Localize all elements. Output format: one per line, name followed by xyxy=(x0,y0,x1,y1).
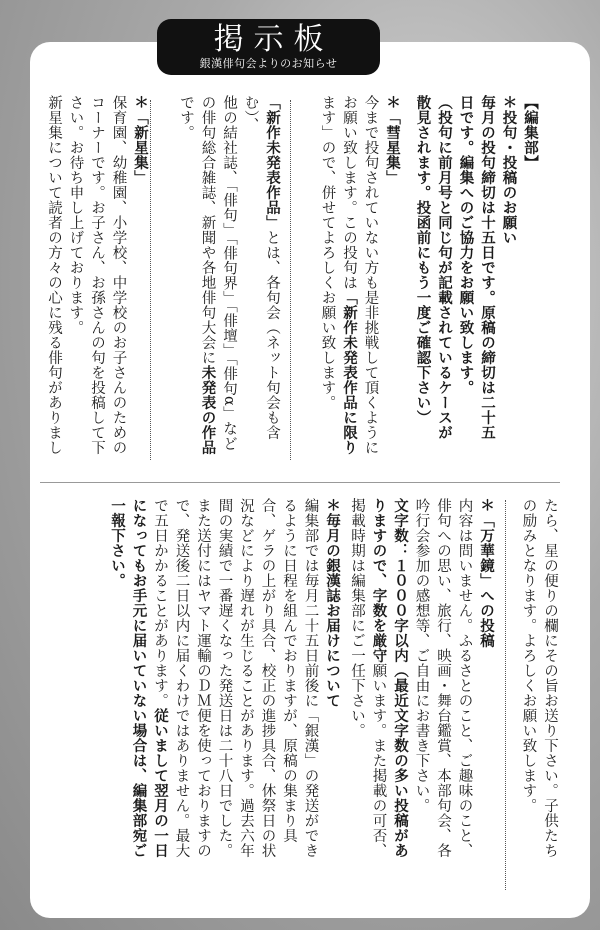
mangekyo-line-1: 内容は問いません。ふるさとのこと、ご趣味のこと、 xyxy=(456,498,473,858)
ginkan-line-3: 合、ゲラの上がり具合、校正の進捗具合、休祭日の状 xyxy=(259,498,276,858)
shinseishu-section xyxy=(43,95,151,475)
shinsei-cont-line-1: たら、星の便りの欄にその旨お送り下さい。子供たち xyxy=(542,498,558,858)
page-subtitle: 銀漢俳句会よりのお知らせ xyxy=(199,57,338,70)
shinsei-cont-line-2: の励みとなります。よろしくお願い致します。 xyxy=(520,498,537,813)
ginkan-line-7: で、発送後二日以内に届くわけではありません。最大 xyxy=(173,498,190,858)
ginkan-line-5: 間の実績で一番遅くなった発送日は二十八日でした。 xyxy=(216,498,233,858)
mangekyo-heading: ＊「万華鏡」への投稿 xyxy=(478,498,494,648)
mangekyo-line-2: 俳句への思い、旅行、映画・舞台鑑賞、本部句会、各 xyxy=(435,498,451,858)
ginkan-line-8: で五日かかることがあります。従いまして翌月の一日 xyxy=(152,498,168,858)
shinseishu-line-1: 保育園、幼稚園、小学校、中学校のお子さんのための xyxy=(110,95,127,455)
divider-3 xyxy=(505,500,506,890)
shinsaku-line-3: の俳句総合雑誌、新聞や各地俳句大会に未発表の作品 xyxy=(199,95,216,455)
suisei-line-3: ます」ので、併せてよろしくお願い致します。 xyxy=(319,95,336,410)
mangekyo-line-3: 吟行会参加の感想等、ご自由にお書き下さい。 xyxy=(413,498,430,813)
shinseishu-line-3: さい。お待ち申し上げております。 xyxy=(67,95,84,335)
henshubu-line-3: （投句に前月号と同じ句が記載されているケースが xyxy=(436,95,452,440)
suisei-heading: ＊「彗星集」 xyxy=(384,95,400,185)
ginkan-heading: ＊毎月の銀漢誌お届けについて xyxy=(324,498,340,708)
header-badge xyxy=(157,19,380,75)
shinsaku-line-1: 「新作未発表作品」とは、各句会（ネット句会も含む）、 xyxy=(242,95,280,440)
ginkan-section xyxy=(106,498,343,898)
henshubu-section xyxy=(411,95,540,475)
shinsaku-section xyxy=(175,95,283,475)
mangekyo-line-5: りますので、字数を厳守願います。また掲載の可否、 xyxy=(370,498,387,858)
horizontal-divider xyxy=(40,482,560,483)
ginkan-line-1: 編集部では毎月二十五日前後に「銀漢」の発送ができ xyxy=(302,498,319,858)
henshubu-line-4: 散見されます。投函前にもう一度ご確認下さい） xyxy=(414,95,431,425)
page-title: 掲示板 xyxy=(213,22,334,57)
mangekyo-line-6: 掲載時期は編集部にご一任下さい。 xyxy=(349,498,365,738)
ginkan-line-2: るように日程を組んでおりますが、原稿の集まり具 xyxy=(281,498,297,843)
ginkan-line-9: になってもお手元に届いていない場合は、編集部宛ご xyxy=(130,498,147,858)
shinsaku-line-4: です。 xyxy=(178,95,194,140)
shinsei-continued xyxy=(517,498,560,898)
ginkan-line-6: また送付にはヤマト運輸のＤＭ便を使っておりますの xyxy=(195,498,211,858)
mangekyo-line-4: 文字数：１０００字以内（最近文字数の多い投稿があ xyxy=(392,498,408,858)
shinseishu-line-4: 新星集について読者の方々の心に残る俳句がありまし xyxy=(46,95,62,455)
mangekyo-section xyxy=(346,498,497,898)
henshubu-line-2: 日です。編集へのご協力をお願い致します。 xyxy=(457,95,474,395)
ginkan-line-4: 況などにより遅れが生じることがあります。過去六年 xyxy=(238,498,254,858)
suisei-line-2: お願い致します。この投句は「新作未発表作品に限り xyxy=(341,95,357,455)
divider-1 xyxy=(290,100,291,460)
shinseishu-line-2: コーナーです。お子さん、お孫さんの句を投稿して下 xyxy=(89,95,105,455)
henshubu-line-1: 毎月の投句締切は十五日です。原稿の締切は二十五 xyxy=(479,95,495,440)
divider-2 xyxy=(150,100,151,460)
shinseishu-heading: ＊「新星集」 xyxy=(132,95,148,185)
suisei-line-1: 今まで投句されていない方も是非挑戦して頂くように xyxy=(362,95,379,455)
suisei-section xyxy=(316,95,402,475)
toku-heading: ＊投句・投稿のお願い xyxy=(500,95,517,245)
shinsaku-line-2: 他の結社誌、「俳句」「俳句界」「俳壇」「俳句α」など xyxy=(221,95,237,452)
henshubu-heading: 【編集部】 xyxy=(522,95,538,170)
ginkan-line-10: 一報下さい。 xyxy=(109,498,125,588)
